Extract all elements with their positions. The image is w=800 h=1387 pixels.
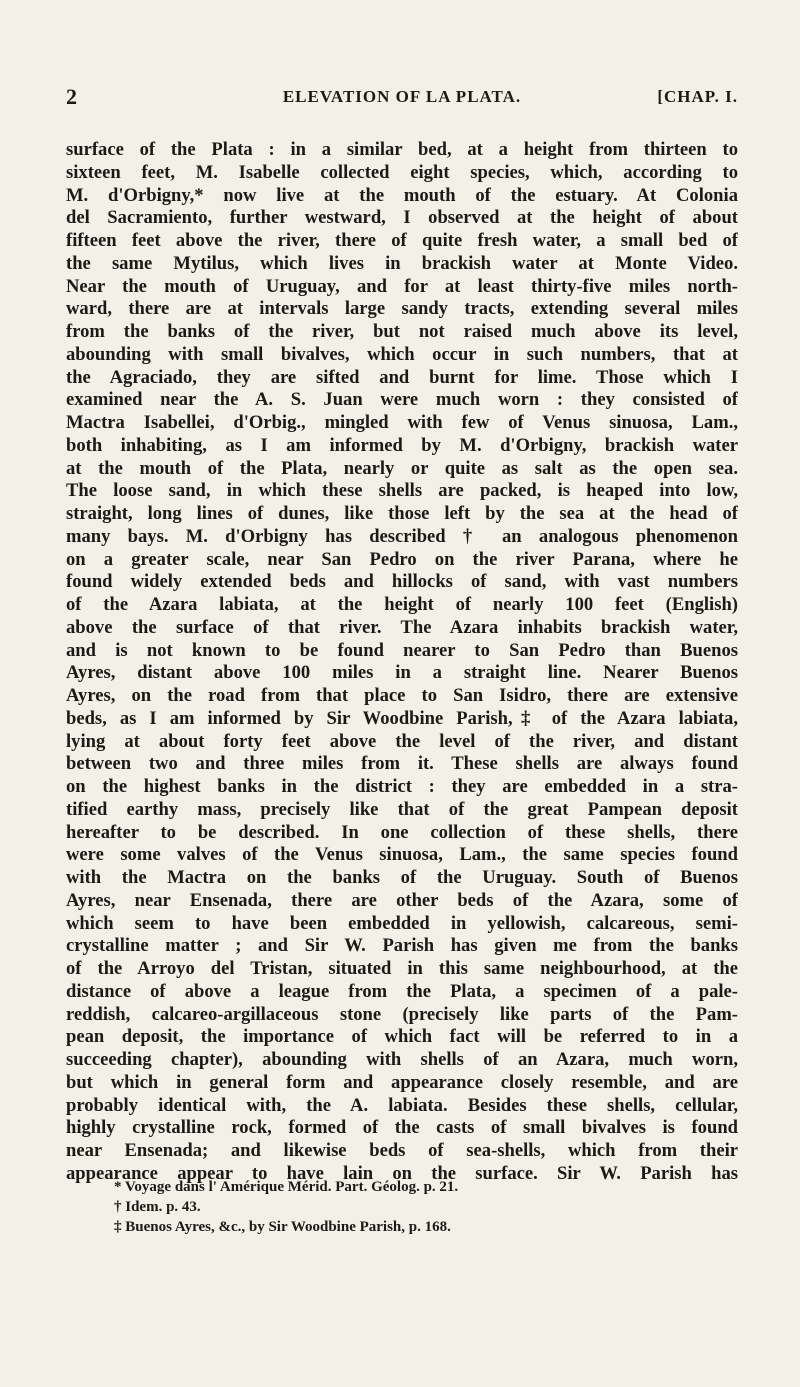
body-line: from the banks of the river, but not raised much above its level, xyxy=(66,321,738,342)
body-line: with the Mactra on the banks of the Uruguay. South of Buenos xyxy=(66,867,738,888)
body-line: reddish, calcareo-argillaceous stone (precisely like parts of the Pam- xyxy=(66,1003,738,1025)
body-line: probably identical with, the A. labiata. Besides these shells, cellular, xyxy=(66,1094,738,1116)
body-line: beds, as I am informed by Sir Woodbine Parish,‡ of the Azara labiata, xyxy=(66,707,738,729)
page-number: 2 xyxy=(66,84,77,109)
body-line: the Agraciado, they are sifted and burnt for lime. Those which I xyxy=(66,366,738,388)
body-line: tified earthy mass, precisely like that of the great Pampean deposit xyxy=(66,798,738,820)
footnote: * Voyage dans l' Amérique Mérid. Part. Géolog. p. 21. xyxy=(114,1179,459,1195)
footnote: † Idem. p. 43. xyxy=(114,1199,201,1215)
body-line: both inhabiting, as I am informed by M. d'Orbigny, brackish water xyxy=(66,434,738,456)
body-line: found widely extended beds and hillocks of sand, with vast numbers xyxy=(66,571,738,593)
body-line: surface of the Plata : in a similar bed, at a height from thirteen to xyxy=(66,139,738,160)
footnote: ‡ Buenos Ayres, &c., by Sir Woodbine Parish, p. 168. xyxy=(114,1219,451,1235)
body-line: on a greater scale, near San Pedro on the river Parana, where he xyxy=(66,548,738,570)
body-line: crystalline matter ; and Sir W. Parish has given me from the banks xyxy=(66,935,738,957)
body-line: of the Arroyo del Tristan, situated in this same neighbourhood, at the xyxy=(66,958,738,979)
body-line: many bays. M. d'Orbigny has described † an analogous phenomenon xyxy=(66,525,738,547)
body-line: near Ensenada; and likewise beds of sea-shells, which from their xyxy=(66,1140,738,1161)
body-line: pean deposit, the importance of which fact will be referred to in a xyxy=(66,1026,738,1048)
body-line: and is not known to be found nearer to San Pedro than Buenos xyxy=(66,639,738,661)
body-line: examined near the A. S. Juan were much worn : they consisted of xyxy=(66,389,738,411)
footnotes xyxy=(114,1177,734,1237)
body-line: Ayres, near Ensenada, there are other beds of the Azara, some of xyxy=(66,889,738,911)
body-line: Ayres, on the road from that place to San Isidro, there are extensive xyxy=(66,685,738,706)
body-line: succeeding chapter), abounding with shells of an Azara, much worn, xyxy=(66,1049,738,1070)
body-line: fifteen feet above the river, there of quite fresh water, a small bed of xyxy=(66,230,738,251)
body-line: sixteen feet, M. Isabelle collected eight species, which, according to xyxy=(66,161,738,183)
body-line: Ayres, distant above 100 miles in a straight line. Nearer Buenos xyxy=(66,662,738,684)
body-line: distance of above a league from the Plata, a specimen of a pale- xyxy=(66,980,738,1002)
body-line: M. d'Orbigny,* now live at the mouth of the estuary. At Colonia xyxy=(66,184,738,206)
body-line: of the Azara labiata, at the height of nearly 100 feet (English) xyxy=(66,594,738,615)
body-line: straight, long lines of dunes, like those left by the sea at the head of xyxy=(66,503,738,524)
body-line: lying at about forty feet above the level of the river, and distant xyxy=(66,730,738,752)
body-line: on the highest banks in the district : they are embedded in a stra- xyxy=(66,776,738,797)
body-line: del Sacramiento, further westward, I observed at the height of about xyxy=(66,207,738,229)
body-line: hereafter to be described. In one collection of these shells, there xyxy=(66,821,738,843)
body-line: highly crystalline rock, formed of the casts of small bivalves is found xyxy=(66,1117,738,1139)
running-title: ELEVATION OF LA PLATA. xyxy=(282,87,522,106)
body-line: but which in general form and appearance closely resemble, and are xyxy=(66,1071,738,1093)
body-line: between two and three miles from it. These shells are always found xyxy=(66,753,738,775)
body-text xyxy=(66,139,738,1186)
body-line: Mactra Isabellei, d'Orbig., mingled with few of Venus sinuosa, Lam., xyxy=(66,412,738,433)
body-line: at the mouth of the Plata, nearly or quite as salt as the open sea. xyxy=(66,457,738,479)
body-line: abounding with small bivalves, which occur in such numbers, that at xyxy=(66,343,738,365)
chapter-label: [CHAP. I. xyxy=(657,87,738,106)
body-line: appearance appear to have lain on the surface. Sir W. Parish has xyxy=(66,1162,738,1184)
body-line: The loose sand, in which these shells are packed, is heaped into low, xyxy=(66,480,738,502)
body-line: above the surface of that river. The Azara inhabits brackish water, xyxy=(66,616,738,638)
body-line: the same Mytilus, which lives in brackish water at Monte Video. xyxy=(66,252,738,274)
body-line: Near the mouth of Uruguay, and for at least thirty-five miles north- xyxy=(66,275,738,297)
body-line: ward, there are at intervals large sandy tracts, extending several miles xyxy=(66,298,738,320)
body-line: were some valves of the Venus sinuosa, Lam., the same species found xyxy=(66,844,738,866)
page-header xyxy=(66,84,738,112)
body-line: which seem to have been embedded in yellowish, calcareous, semi- xyxy=(66,912,738,934)
